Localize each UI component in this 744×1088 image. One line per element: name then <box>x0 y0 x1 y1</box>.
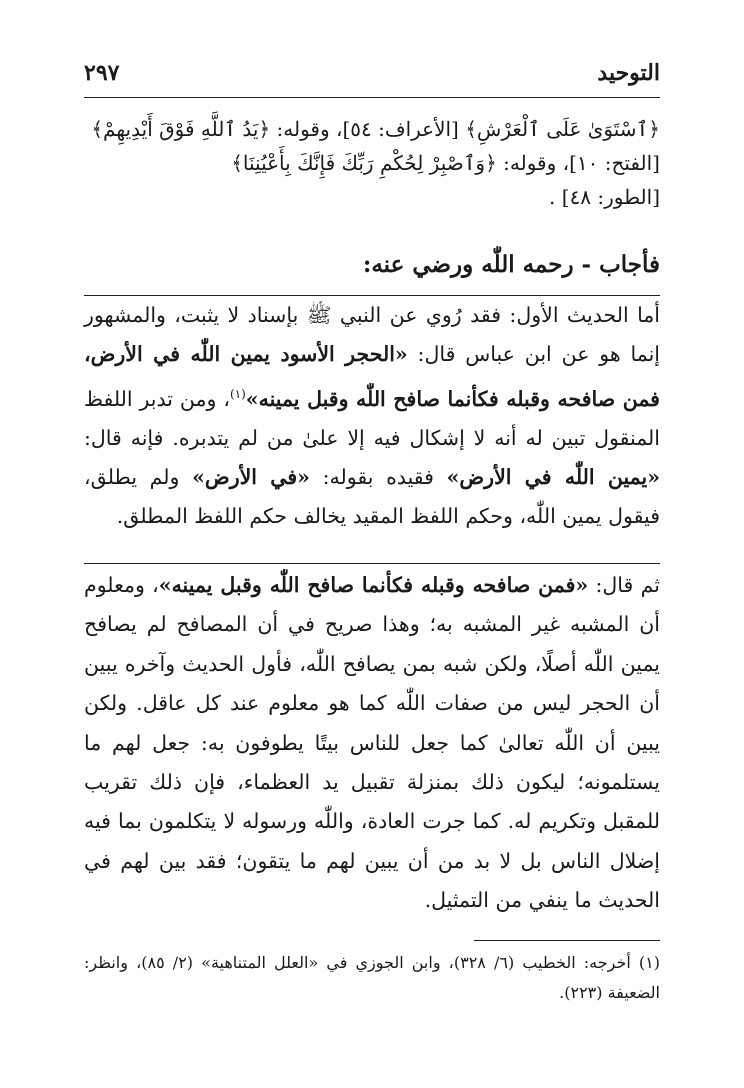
footnote-ref: (١) <box>229 386 246 401</box>
body-paragraph-2 <box>84 566 660 921</box>
header-rule <box>84 97 660 98</box>
page-number: ٢٩٧ <box>84 60 120 86</box>
quote-line: [الطور: ٤٨] . <box>549 185 660 209</box>
answer-heading: فأجاب - رحمه اللّٰه ورضي عنه: <box>362 251 660 278</box>
text-run: ، ومعلوم أن المشبه غير المشبه به؛ وهذا صريح في أن المصافح لم يصافح يمين اللّٰه أصلًا، ولكن شبه بمن يصافح اللّٰه، فأول الحديث وآخره يبين أن الحجر ليس من صفات اللّٰه كما هو معلوم عند كل عاقل. ولكن يبين أن اللّٰه تعالىٰ كما جعل للناس بيتًا يطوفون به: جعل لهم ما يستلمونه؛ ليكون ذلك بمنزلة تقبيل يد العظماء، فإن ذلك تقريب للمقبل وتكريم له. كما جرت العادة، واللّٰه ورسوله لا يتكلمون بما فيه إضلال الناس بل لا بد من أن يبين لهم ما يتقون؛ فقد بين لهم في الحديث ما ينفي من التمثيل. <box>84 573 660 913</box>
section-divider <box>84 563 660 564</box>
text-run: أما الحديث الأول: فقد رُوي عن النبي ﷺ بإسناد لا يثبت، والمشهور إنما هو عن ابن عباس قال: <box>84 303 660 367</box>
body-paragraph-1 <box>84 296 660 537</box>
quran-quote-block <box>84 112 660 214</box>
text-run: فقيده بقوله: <box>309 465 447 490</box>
hadith-quote: «الحجر الأسود يمين اللّٰه في الأرض، فمن صافحه وقبله فكأنما صافح اللّٰه وقبل يمينه» <box>84 342 660 411</box>
hadith-quote: «يمين اللّٰه في الأرض» <box>446 465 661 490</box>
running-header <box>84 58 660 92</box>
hadith-quote: «في الأرض» <box>192 465 310 490</box>
text-run: ، ومن تدبر اللفظ المنقول تبين له أنه لا إشكال فيه إلا علىٰ من لم يتدبره. فإنه قال: <box>84 386 660 450</box>
quote-line: ﴿ٱسْتَوَىٰ عَلَى ٱلْعَرْشِ﴾ [الأعراف: ٥٤]، وقوله: ﴿يَدُ ٱللَّهِ فَوْقَ أَيْدِيهِمْ﴾ <box>91 117 660 141</box>
footnote: (١) أخرجه: الخطيب (٦/ ٣٢٨)، وابن الجوزي في «العلل المتناهية» (٢/ ٨٥)، وانظر: الضعيفة (٢٢٣). <box>84 953 661 1002</box>
text-run: ثم قال: <box>588 573 660 597</box>
quote-line: [الفتح: ١٠]، وقوله: ﴿وَٱصْبِرْ لِحُكْمِ رَبِّكَ فَإِنَّكَ بِأَعْيُنِنَا﴾ <box>231 151 660 175</box>
running-title: التوحيد <box>597 60 660 86</box>
footnote-rule <box>474 940 660 941</box>
text-run: ولم يطلق، فيقول يمين اللّٰه، وحكم اللفظ المقيد يخالف حكم اللفظ المطلق. <box>84 465 660 529</box>
hadith-quote: «فمن صافحه وقبله فكأنما صافح اللّٰه وقبل يمينه» <box>158 573 589 597</box>
